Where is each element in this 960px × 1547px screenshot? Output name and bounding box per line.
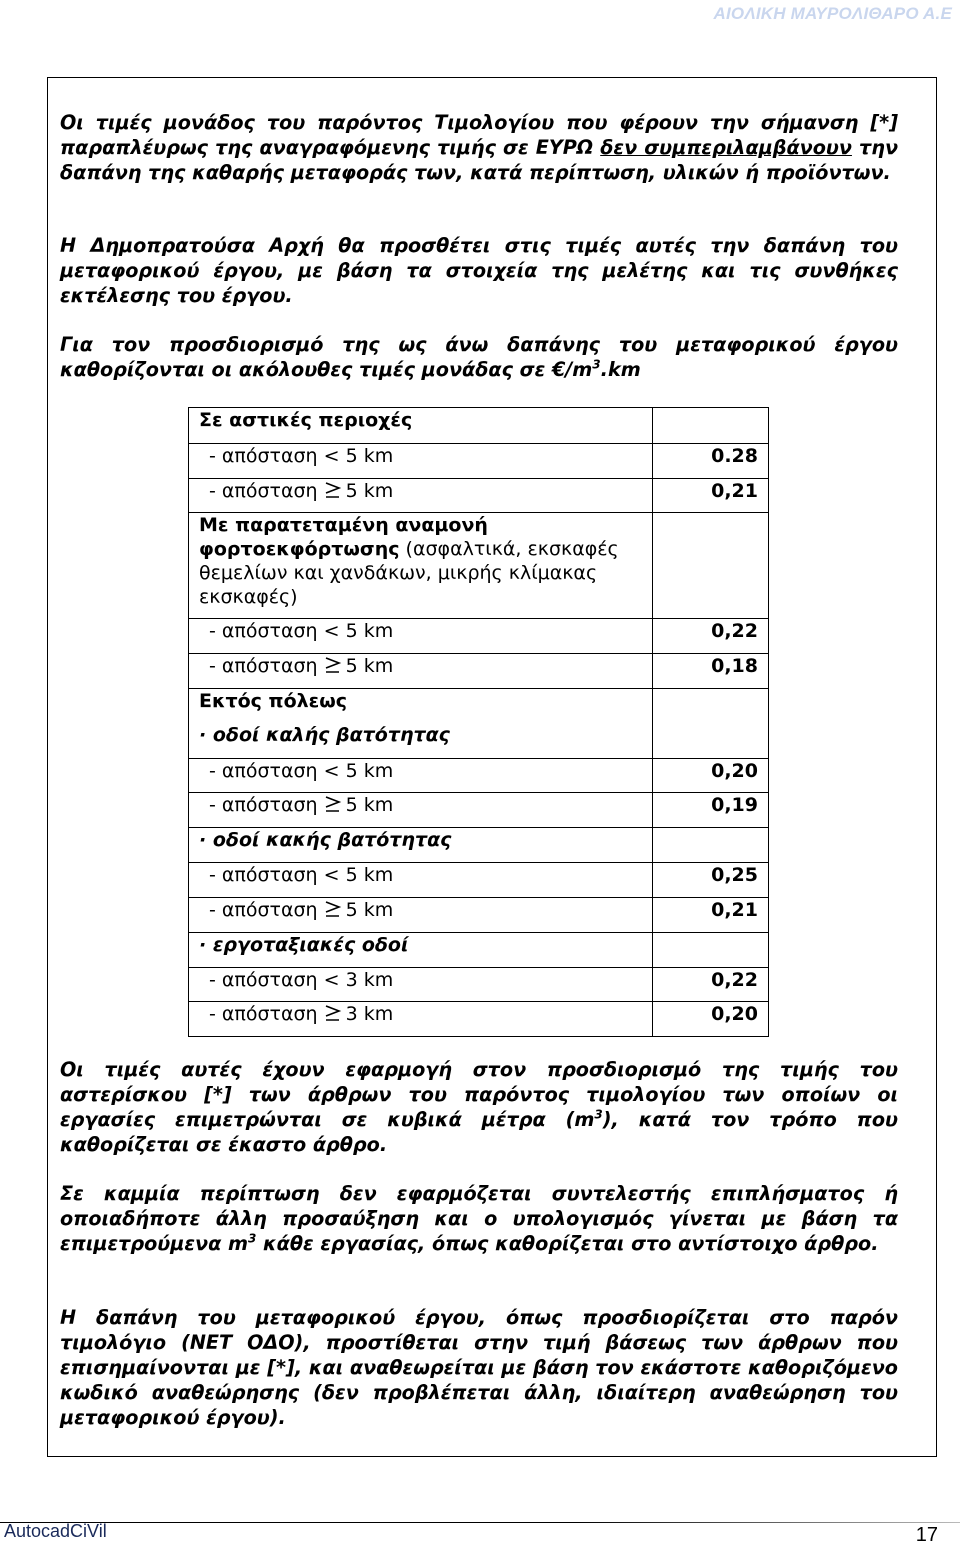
page-number: 17 xyxy=(915,1524,938,1546)
row-label: - απόσταση 3 km xyxy=(189,1002,653,1037)
header-brand: ΑΙΟΛΙΚΗ ΜΑΥΡΟΛΙΘΑΡΟ Α.Ε xyxy=(713,4,952,23)
row-label: - απόσταση < 5 km xyxy=(189,758,653,793)
greater-equal-icon xyxy=(324,795,342,813)
greater-equal-icon xyxy=(324,481,342,499)
extended-wait-header: Με παρατεταμένη αναμονή φορτοεκφόρτωσης (ασφαλτικά, εκσκαφές θεμελίων και χανδάκων, μικρής κλίμακας εκσκαφές) xyxy=(189,513,653,619)
paragraph-2: Η Δημοπρατούσα Αρχή θα προσθέτει στις τιμές αυτές την δαπάνη του μεταφορικού έργου, με βάση τα στοιχεία της μελέτης και τις συνθήκες εκτέλεσης του έργου. xyxy=(60,234,898,307)
row-label: - απόσταση < 5 km xyxy=(189,444,653,479)
row-label: - απόσταση 5 km xyxy=(189,654,653,689)
footer-source: AutocadCiVil xyxy=(4,1521,107,1541)
row-label: - απόσταση 5 km xyxy=(189,897,653,932)
paragraph-1: Οι τιμές μονάδος του παρόντος Τιμολογίου που φέρουν την σήμανση [*] παραπλέυρως της αναγραφόμενης τιμής σε ΕΥΡΩ δεν συμπεριλαμβάνουν την δαπάνη της καθαρής μεταφοράς των, κατά περίπτωση, υλικών ή προϊόντων. xyxy=(60,111,899,184)
table-row-urban-header xyxy=(189,408,769,444)
row-value: 0,22 xyxy=(653,619,769,654)
table-row-out-of-city-header xyxy=(189,688,769,723)
row-value: 0,21 xyxy=(653,897,769,932)
urban-header: Σε αστικές περιοχές xyxy=(189,408,653,444)
bad-roads-label: · οδοί κακής βατότητας xyxy=(189,828,653,863)
greater-equal-icon xyxy=(324,900,342,918)
transport-rates-table xyxy=(188,407,769,1037)
row-value: 0,20 xyxy=(653,1002,769,1037)
table-row xyxy=(189,444,769,479)
out-of-city-header: Εκτός πόλεως xyxy=(189,688,653,723)
row-value: 0.28 xyxy=(653,444,769,479)
paragraph-4: Οι τιμές αυτές έχουν εφαρμογή στον προσδιορισμό της τιμής του αστερίσκου [*] των άρθρων του παρόντος τιμολογίου των οποίων οι εργασίες επιμετρώνται σε κυβικά μέτρα $(m^3)$, κατά τον τρόπο που καθορίζεται σε έκαστο άρθρο. xyxy=(60,1058,898,1156)
paragraph-6: Η δαπάνη του μεταφορικού έργου, όπως προσδιορίζεται στο παρόν τιμολόγιο (ΝΕΤ ΟΔΟ), προστίθεται στην τιμή βάσεως των άρθρων που επισημαίνονται με [*], και αναθεωρείται με βάση τον εκάστοτε καθοριζόμενο κωδικό αναθεώρησης (δεν προβλέπεται άλλη, ιδιαίτερη αναθεώρηση του μεταφορικού έργου). xyxy=(60,1306,898,1429)
footer-divider xyxy=(0,1522,960,1523)
table-row xyxy=(189,967,769,1002)
greater-equal-icon xyxy=(324,1004,342,1022)
table-row-good-roads xyxy=(189,723,769,758)
row-label: - απόσταση 5 km xyxy=(189,793,653,828)
row-value: 0,18 xyxy=(653,654,769,689)
row-label: - απόσταση < 5 km xyxy=(189,863,653,898)
row-label: - απόσταση < 5 km xyxy=(189,619,653,654)
row-value: 0,20 xyxy=(653,758,769,793)
table-row xyxy=(189,1002,769,1037)
good-roads-label: · οδοί καλής βατότητας xyxy=(189,723,653,758)
row-label: - απόσταση < 3 km xyxy=(189,967,653,1002)
table-row-bad-roads xyxy=(189,828,769,863)
table-row xyxy=(189,619,769,654)
site-roads-label: · εργοταξιακές οδοί xyxy=(189,932,653,967)
table-row xyxy=(189,654,769,689)
row-value: 0,19 xyxy=(653,793,769,828)
table-row xyxy=(189,758,769,793)
paragraph-3: Για τον προσδιορισμό της ως άνω δαπάνης του μεταφορικού έργου καθορίζονται οι ακόλουθες τιμές μονάδας σε $€/m^3.km$ xyxy=(60,333,898,381)
table-row-extended-wait-header xyxy=(189,513,769,619)
table-row xyxy=(189,897,769,932)
table-row xyxy=(189,478,769,513)
table-row xyxy=(189,793,769,828)
greater-equal-icon xyxy=(324,656,342,674)
table-row xyxy=(189,863,769,898)
paragraph-5: Σε καμμία περίπτωση δεν εφαρμόζεται συντελεστής επιπλήσματος ή οποιαδήποτε άλλη προσαύξηση και ο υπολογισμός γίνεται με βάση τα επιμετρούμενα $m^3$ κάθε εργασίας, όπως καθορίζεται στο αντίστοιχο άρθρο. xyxy=(60,1182,898,1255)
row-value: 0,22 xyxy=(653,967,769,1002)
row-value: 0,21 xyxy=(653,478,769,513)
table-row-site-roads xyxy=(189,932,769,967)
row-value: 0,25 xyxy=(653,863,769,898)
row-label: - απόσταση 5 km xyxy=(189,478,653,513)
